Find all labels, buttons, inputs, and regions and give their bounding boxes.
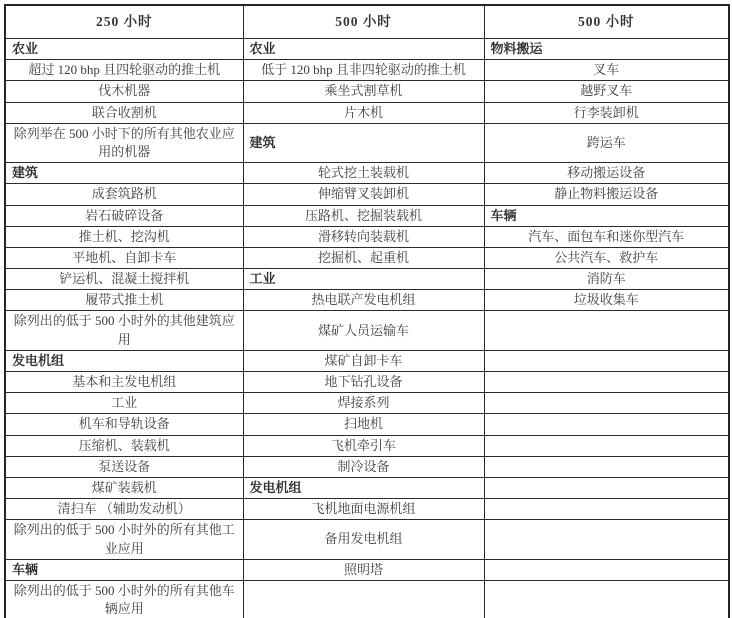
table-row — [5, 269, 729, 290]
item-cell: 跨运车 — [484, 123, 729, 162]
table-row — [5, 60, 729, 81]
item-cell: 机车和导轨设备 — [5, 414, 243, 435]
item-cell: 照明塔 — [243, 559, 484, 580]
table-row — [5, 456, 729, 477]
item-cell: 履带式推土机 — [5, 290, 243, 311]
item-cell: 铲运机、混凝土搅拌机 — [5, 269, 243, 290]
item-cell: 成套筑路机 — [5, 184, 243, 205]
empty-cell — [484, 311, 729, 350]
item-cell: 飞机牵引车 — [243, 435, 484, 456]
category-cell: 农业 — [243, 39, 484, 60]
category-cell: 物料搬运 — [484, 39, 729, 60]
table-row — [5, 350, 729, 371]
item-cell: 低于 120 bhp 且非四轮驱动的推土机 — [243, 60, 484, 81]
table-body — [5, 39, 729, 618]
empty-cell — [484, 520, 729, 559]
item-cell: 伐木机器 — [5, 81, 243, 102]
item-cell: 伸缩臂叉装卸机 — [243, 184, 484, 205]
empty-cell — [484, 414, 729, 435]
item-cell: 移动搬运设备 — [484, 163, 729, 184]
table-row — [5, 414, 729, 435]
table-row — [5, 559, 729, 580]
item-cell: 除列出的低于 500 小时外的其他建筑应用 — [5, 311, 243, 350]
item-cell: 行李装卸机 — [484, 102, 729, 123]
header-row — [5, 5, 729, 39]
table-row — [5, 435, 729, 456]
table-row — [5, 520, 729, 559]
item-cell: 推土机、挖沟机 — [5, 226, 243, 247]
category-cell: 发电机组 — [243, 477, 484, 498]
item-cell: 消防车 — [484, 269, 729, 290]
empty-cell — [484, 499, 729, 520]
table-row — [5, 81, 729, 102]
item-cell: 压路机、挖掘装载机 — [243, 205, 484, 226]
item-cell: 地下钻孔设备 — [243, 372, 484, 393]
table-row — [5, 205, 729, 226]
category-cell: 工业 — [243, 269, 484, 290]
item-cell: 轮式挖土装载机 — [243, 163, 484, 184]
item-cell: 挖掘机、起重机 — [243, 247, 484, 268]
item-cell: 公共汽车、救护车 — [484, 247, 729, 268]
item-cell: 汽车、面包车和迷你型汽车 — [484, 226, 729, 247]
item-cell: 越野叉车 — [484, 81, 729, 102]
item-cell: 基本和主发电机组 — [5, 372, 243, 393]
item-cell: 煤矿自卸卡车 — [243, 350, 484, 371]
item-cell: 滑移转向装载机 — [243, 226, 484, 247]
table-header — [5, 5, 729, 39]
empty-cell — [484, 580, 729, 618]
item-cell: 除列出的低于 500 小时外的所有其他车辆应用 — [5, 580, 243, 618]
category-cell: 建筑 — [5, 163, 243, 184]
item-cell: 泵送设备 — [5, 456, 243, 477]
maintenance-interval-table — [4, 4, 730, 618]
table-row — [5, 39, 729, 60]
item-cell: 飞机地面电源机组 — [243, 499, 484, 520]
item-cell: 叉车 — [484, 60, 729, 81]
item-cell: 热电联产发电机组 — [243, 290, 484, 311]
column-header: 250 小时 — [5, 5, 243, 39]
empty-cell — [484, 350, 729, 371]
item-cell: 扫地机 — [243, 414, 484, 435]
column-header: 500 小时 — [243, 5, 484, 39]
item-cell: 垃圾收集车 — [484, 290, 729, 311]
item-cell: 乘坐式割草机 — [243, 81, 484, 102]
table-row — [5, 499, 729, 520]
item-cell: 岩石破碎设备 — [5, 205, 243, 226]
item-cell: 联合收割机 — [5, 102, 243, 123]
item-cell: 除列出的低于 500 小时外的所有其他工业应用 — [5, 520, 243, 559]
item-cell: 焊接系列 — [243, 393, 484, 414]
column-header: 500 小时 — [484, 5, 729, 39]
empty-cell — [484, 559, 729, 580]
table-row — [5, 393, 729, 414]
empty-cell — [484, 372, 729, 393]
item-cell: 清扫车 （辅助发动机） — [5, 499, 243, 520]
item-cell: 超过 120 bhp 且四轮驱动的推土机 — [5, 60, 243, 81]
category-cell: 车辆 — [484, 205, 729, 226]
table-row — [5, 184, 729, 205]
table-row — [5, 290, 729, 311]
table-row — [5, 477, 729, 498]
category-cell: 发电机组 — [5, 350, 243, 371]
item-cell: 片木机 — [243, 102, 484, 123]
table-row — [5, 102, 729, 123]
item-cell: 压缩机、装载机 — [5, 435, 243, 456]
item-cell: 静止物料搬运设备 — [484, 184, 729, 205]
empty-cell — [243, 580, 484, 618]
item-cell: 制冷设备 — [243, 456, 484, 477]
table-row — [5, 163, 729, 184]
table-row — [5, 247, 729, 268]
item-cell: 煤矿装载机 — [5, 477, 243, 498]
table-row — [5, 123, 729, 162]
category-cell: 车辆 — [5, 559, 243, 580]
category-cell: 农业 — [5, 39, 243, 60]
empty-cell — [484, 435, 729, 456]
item-cell: 工业 — [5, 393, 243, 414]
table-row — [5, 311, 729, 350]
item-cell: 煤矿人员运输车 — [243, 311, 484, 350]
category-cell: 建筑 — [243, 123, 484, 162]
empty-cell — [484, 393, 729, 414]
empty-cell — [484, 456, 729, 477]
empty-cell — [484, 477, 729, 498]
table-row — [5, 372, 729, 393]
item-cell: 除列举在 500 小时下的所有其他农业应用的机器 — [5, 123, 243, 162]
item-cell: 平地机、自卸卡车 — [5, 247, 243, 268]
table-row — [5, 226, 729, 247]
item-cell: 备用发电机组 — [243, 520, 484, 559]
table-row — [5, 580, 729, 618]
